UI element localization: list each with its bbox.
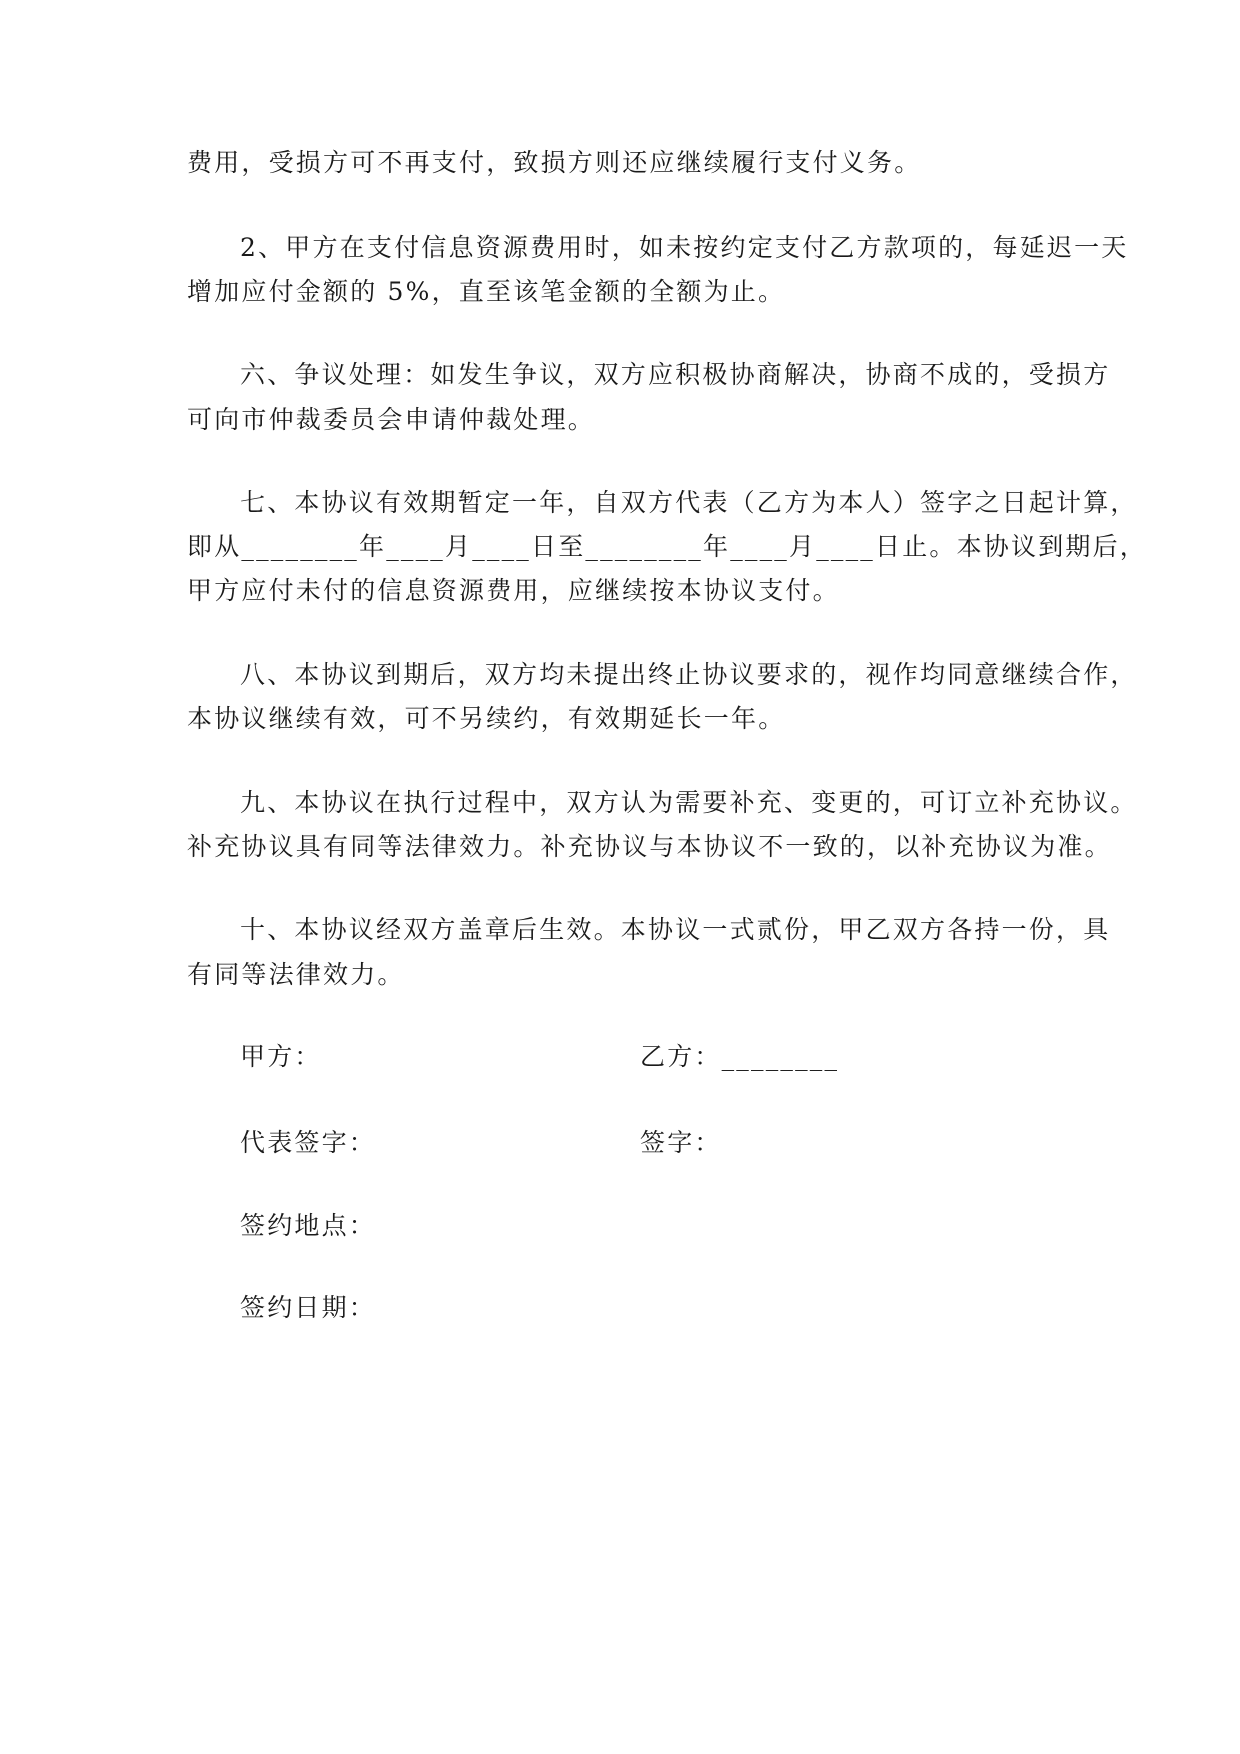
party-a-label: 甲方： xyxy=(240,1042,322,1071)
signing-place-label: 签约地点： xyxy=(240,1211,377,1240)
clause-9-line-1: 九、本协议在执行过程中，双方认为需要补充、变更的，可订立补充协议。 xyxy=(240,788,1138,817)
clause-2-line-1: 2、甲方在支付信息资源费用时，如未按约定支付乙方款项的，每延迟一天 xyxy=(240,233,1129,262)
clause-10-line-2: 有同等法律效力。 xyxy=(187,960,405,989)
clause-9-line-2: 补充协议具有同等法律效力。补充协议与本协议不一致的，以补充协议为准。 xyxy=(187,832,1112,861)
representative-signature-label: 代表签字： xyxy=(240,1128,377,1157)
clause-7-line-1: 七、本协议有效期暂定一年，自双方代表（乙方为本人）签字之日起计算， xyxy=(240,488,1138,517)
signature-label: 签字： xyxy=(640,1128,722,1157)
paragraph-continuation: 费用，受损方可不再支付，致损方则还应继续履行支付义务。 xyxy=(187,148,922,177)
signing-date-label: 签约日期： xyxy=(240,1293,377,1322)
clause-6-line-2: 可向市仲裁委员会申请仲裁处理。 xyxy=(187,405,596,434)
clause-6-line-1: 六、争议处理：如发生争议，双方应积极协商解决，协商不成的，受损方 xyxy=(240,360,1111,389)
clause-8-line-1: 八、本协议到期后，双方均未提出终止协议要求的，视作均同意继续合作， xyxy=(240,660,1138,689)
clause-7-line-3: 甲方应付未付的信息资源费用，应继续按本协议支付。 xyxy=(187,576,840,605)
clause-2-line-2: 增加应付金额的 5%，直至该笔金额的全额为止。 xyxy=(187,277,786,306)
clause-10-line-1: 十、本协议经双方盖章后生效。本协议一式贰份，甲乙双方各持一份，具 xyxy=(240,915,1111,944)
party-b-label: 乙方：________ xyxy=(640,1042,840,1071)
clause-8-line-2: 本协议继续有效，可不另续约，有效期延长一年。 xyxy=(187,704,786,733)
clause-7-line-2: 即从________年____月____日至________年____月____日止。本协议到期后， xyxy=(187,532,1148,561)
